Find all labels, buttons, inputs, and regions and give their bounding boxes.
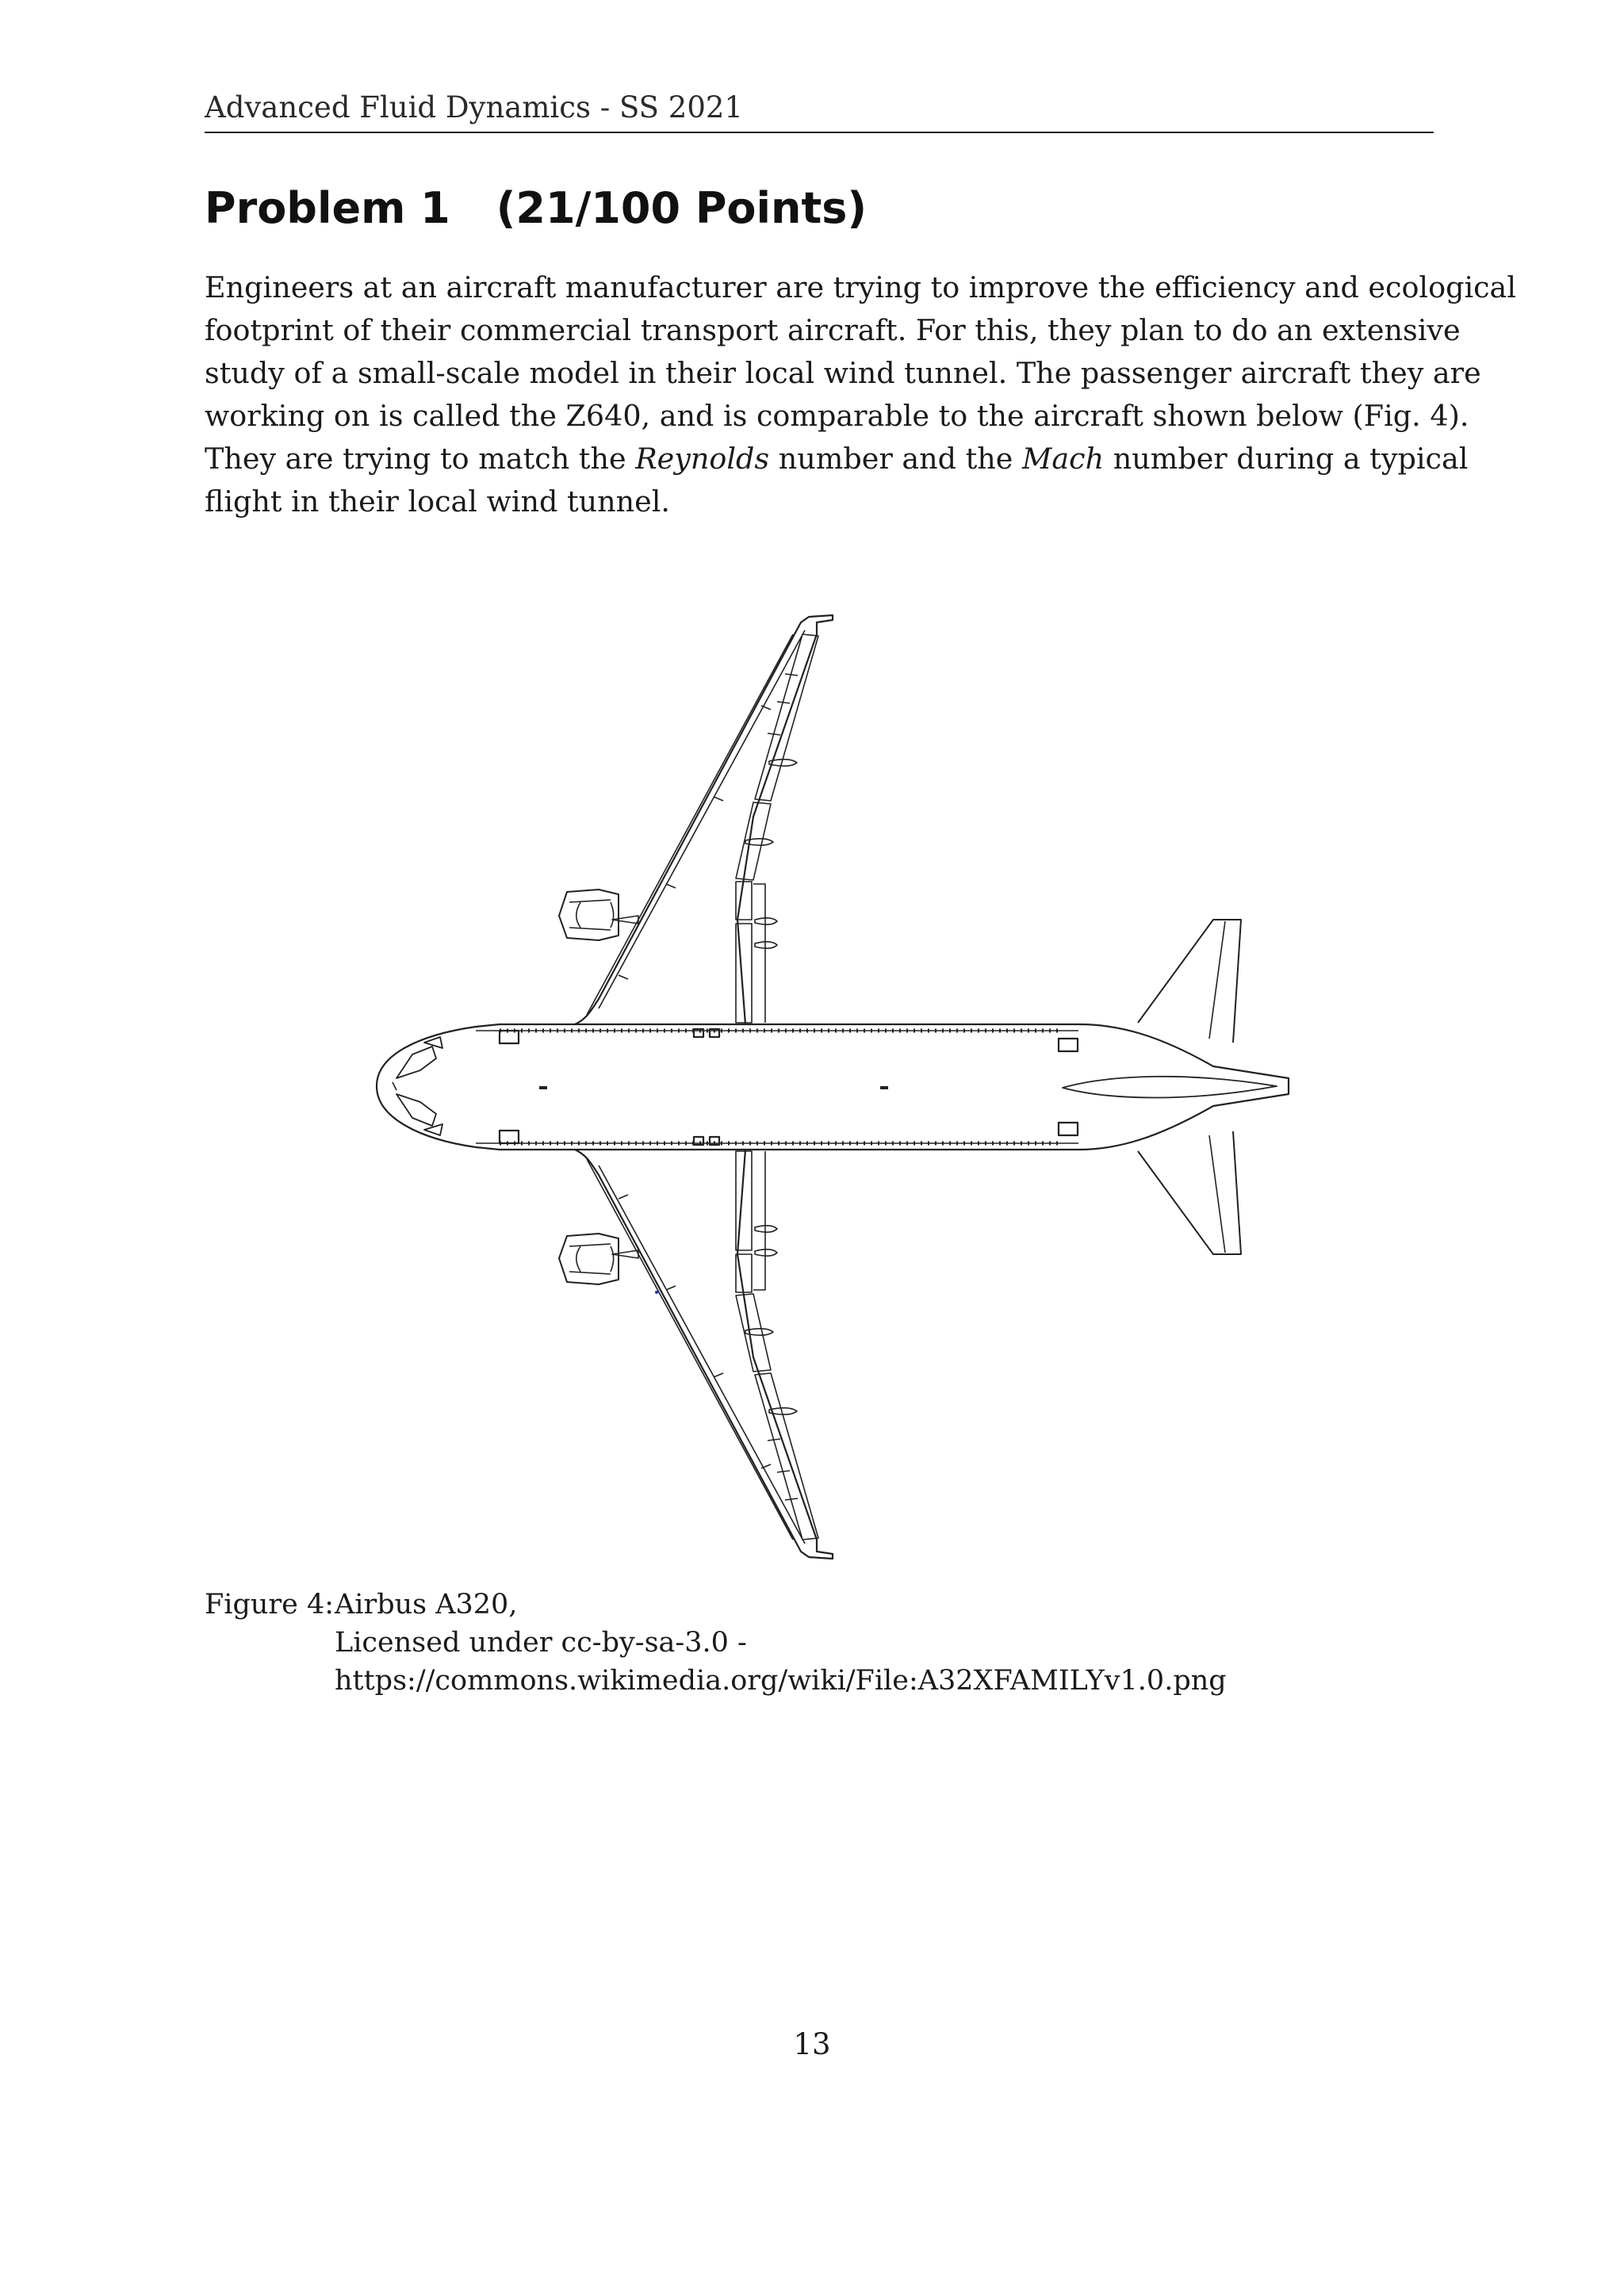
cockpit-windows (396, 1037, 442, 1135)
lower-engine (559, 1234, 619, 1284)
body-text-run: number during a typical (1104, 442, 1469, 476)
mach-term: Mach (1022, 442, 1105, 476)
body-line: study of a small-scale model in their local wind tunnel. The passenger aircraft they are (205, 356, 1481, 390)
body-line (205, 438, 1469, 480)
lower-wing (575, 1150, 833, 1559)
upper-wing (575, 615, 833, 1024)
aircraft-figure (238, 603, 1316, 1570)
upper-stabilizer (1138, 920, 1241, 1043)
body-text-run: number and the (769, 442, 1023, 476)
caption-text (335, 1586, 1227, 1700)
lower-stabilizer (1138, 1131, 1241, 1254)
body-line: Engineers at an aircraft manufacturer are trying to improve the efficiency and ecological (205, 270, 1516, 304)
caption-label: Figure 4: (205, 1589, 335, 1621)
problem-description (205, 266, 1516, 523)
header-rule (205, 132, 1434, 133)
caption-line: Airbus A320, (335, 1589, 518, 1621)
body-line: footprint of their commercial transport aircraft. For this, they plan to do an extensive (205, 313, 1461, 347)
upper-engine (559, 890, 619, 940)
problem-points: (21/100 Points) (496, 183, 868, 233)
page-number: 13 (793, 2027, 831, 2061)
caption-link: https://commons.wikimedia.org/wiki/File:A32XFAMILYv1.0.png (335, 1665, 1227, 1697)
running-header: Advanced Fluid Dynamics - SS 2021 (205, 90, 743, 124)
body-text-run: They are trying to match the (205, 442, 636, 476)
airplane-drawing-icon (238, 603, 1316, 1570)
body-line: working on is called the Z640, and is comparable to the aircraft shown below (Fig. 4). (205, 399, 1469, 433)
caption-line: Licensed under cc-by-sa-3.0 - (335, 1627, 747, 1659)
problem-title (205, 181, 867, 236)
problem-number: Problem 1 (205, 183, 450, 233)
reynolds-term: Reynolds (635, 442, 770, 476)
body-line: flight in their local wind tunnel. (205, 484, 671, 519)
